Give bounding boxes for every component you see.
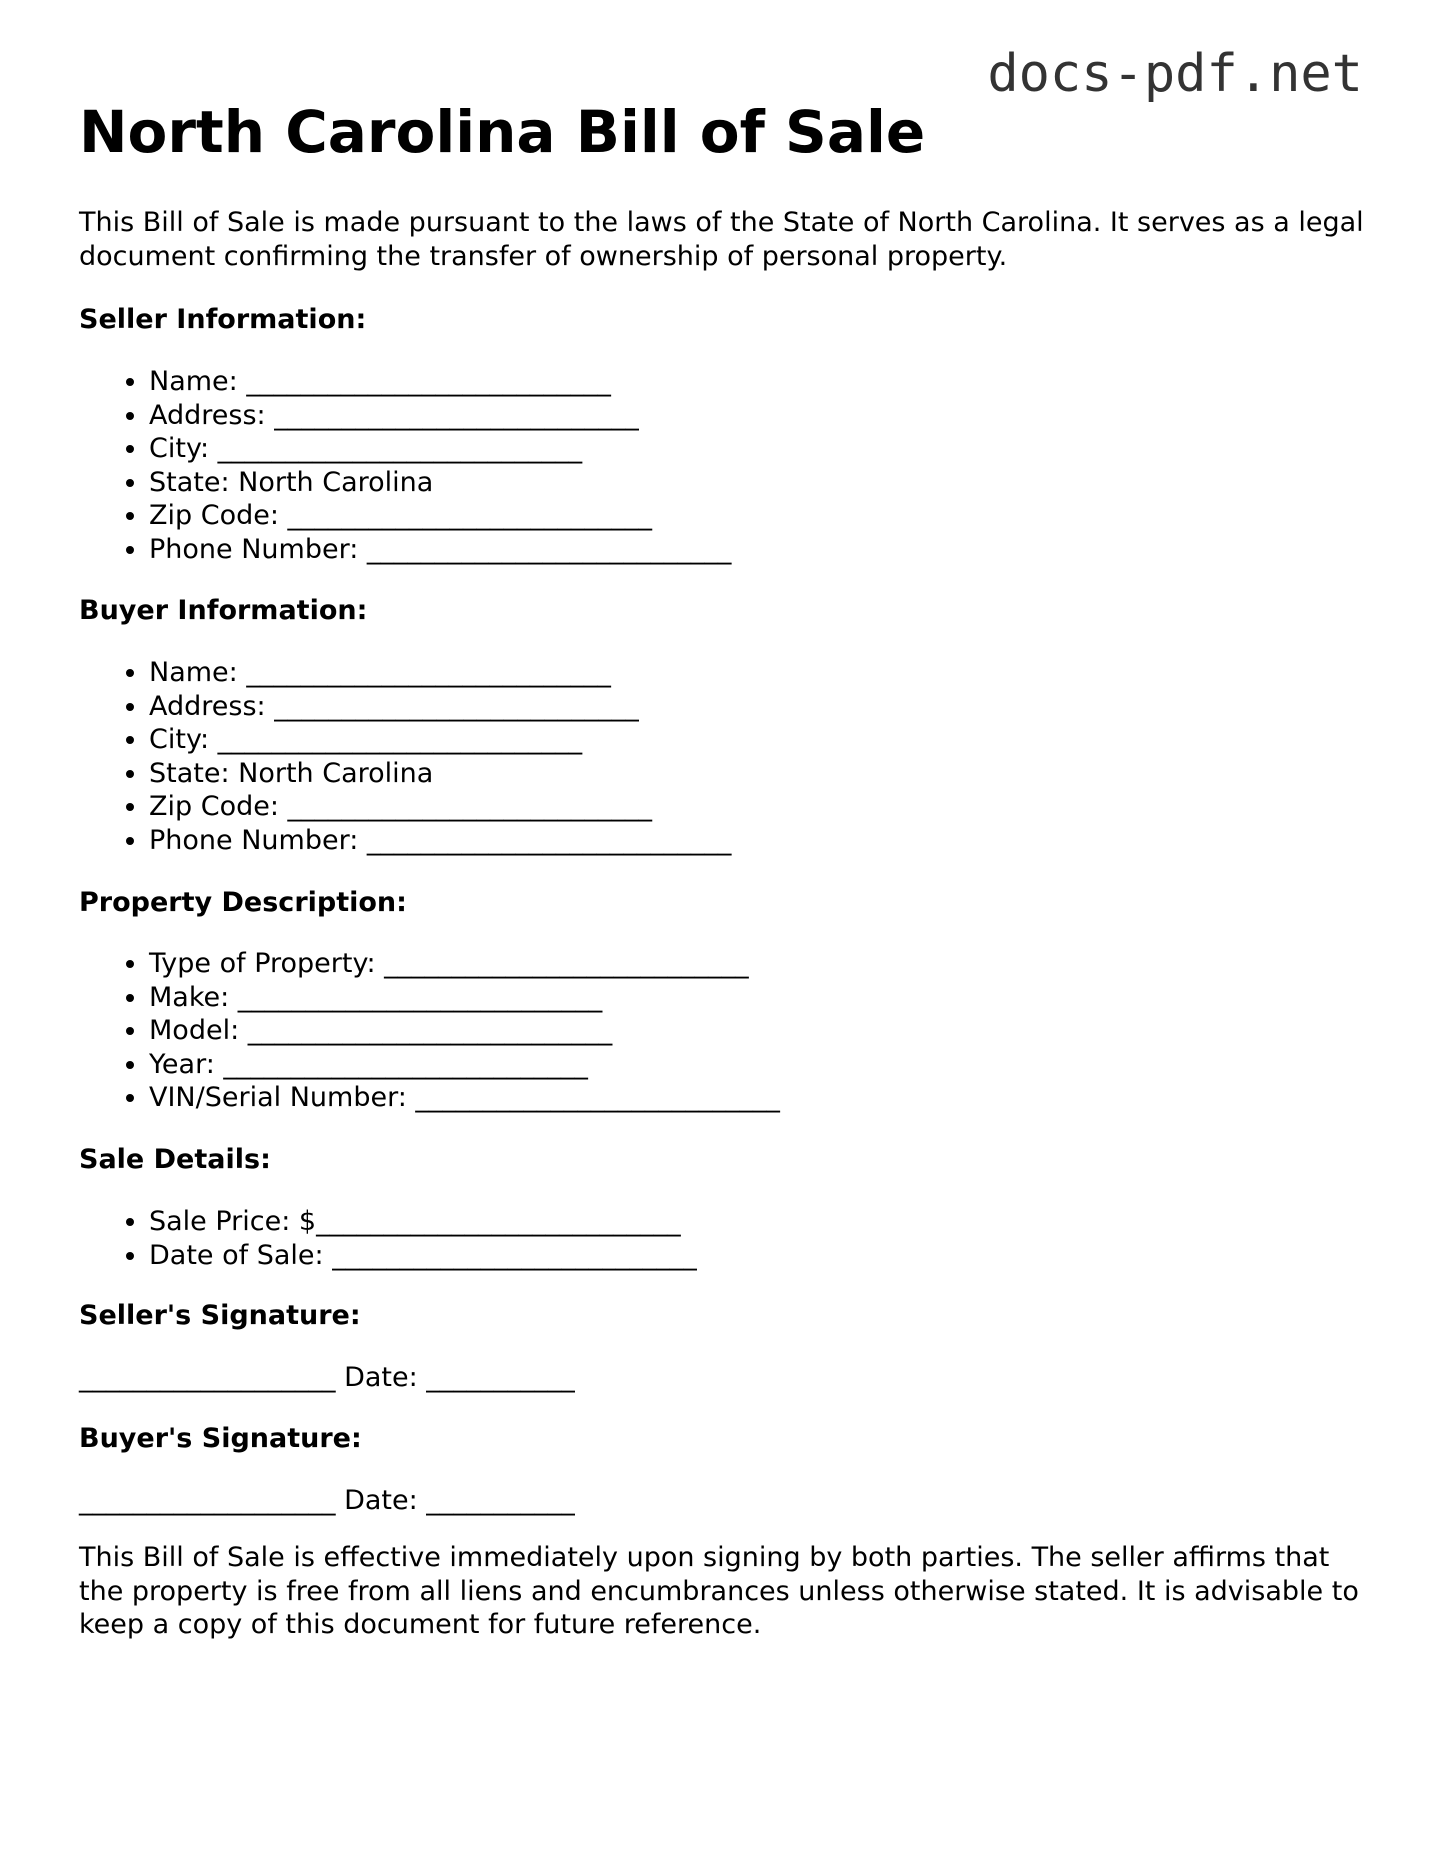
closing-paragraph: This Bill of Sale is effective immediately upon signing by both parties. The seller affirms that the property is free from all liens and encumbrances unless otherwise stated. It is advisable to keep a copy of this document for future reference.	[79, 1542, 1359, 1640]
property-type-field: • Type of Property: ___________________________	[149, 947, 780, 981]
buyer-info-heading: Buyer Information:	[79, 595, 368, 626]
sale-price-field: • Sale Price: $___________________________	[149, 1205, 697, 1239]
document-title: North Carolina Bill of Sale	[79, 98, 926, 166]
buyer-info-list	[79, 656, 731, 857]
buyer-address-field: • Address: ___________________________	[149, 690, 731, 724]
sale-date-field: • Date of Sale: ___________________________	[149, 1239, 697, 1273]
watermark: docs-pdf.net	[987, 44, 1363, 104]
seller-info-heading: Seller Information:	[79, 304, 367, 335]
property-model-field: • Model: ___________________________	[149, 1014, 780, 1048]
buyer-zip-field: • Zip Code: ___________________________	[149, 790, 731, 824]
seller-city-field: • City: ___________________________	[149, 432, 731, 466]
property-year-field: • Year: ___________________________	[149, 1048, 780, 1082]
property-vin-field: • VIN/Serial Number: ___________________________	[149, 1081, 780, 1115]
intro-paragraph: This Bill of Sale is made pursuant to the laws of the State of North Carolina. It serves as a legal document confirming the transfer of ownership of personal property.	[79, 207, 1364, 272]
seller-info-list	[79, 365, 731, 566]
buyer-name-field: • Name: ___________________________	[149, 656, 731, 690]
sale-details-heading: Sale Details:	[79, 1144, 271, 1175]
seller-name-field: • Name: ___________________________	[149, 365, 731, 399]
buyer-state-field: • State: North Carolina	[149, 757, 731, 791]
seller-signature-heading: Seller's Signature:	[79, 1300, 361, 1331]
sale-details-list	[79, 1205, 697, 1272]
seller-phone-field: • Phone Number: ___________________________	[149, 533, 731, 567]
buyer-signature-heading: Buyer's Signature:	[79, 1423, 362, 1454]
seller-state-field: • State: North Carolina	[149, 466, 731, 500]
buyer-city-field: • City: ___________________________	[149, 723, 731, 757]
seller-zip-field: • Zip Code: ___________________________	[149, 499, 731, 533]
buyer-phone-field: • Phone Number: ___________________________	[149, 824, 731, 858]
property-list	[79, 947, 780, 1115]
property-make-field: • Make: ___________________________	[149, 981, 780, 1015]
seller-signature-line: ___________________ Date: ___________	[79, 1362, 575, 1393]
buyer-signature-line: ___________________ Date: ___________	[79, 1485, 575, 1516]
seller-address-field: • Address: ___________________________	[149, 399, 731, 433]
property-heading: Property Description:	[79, 887, 407, 918]
